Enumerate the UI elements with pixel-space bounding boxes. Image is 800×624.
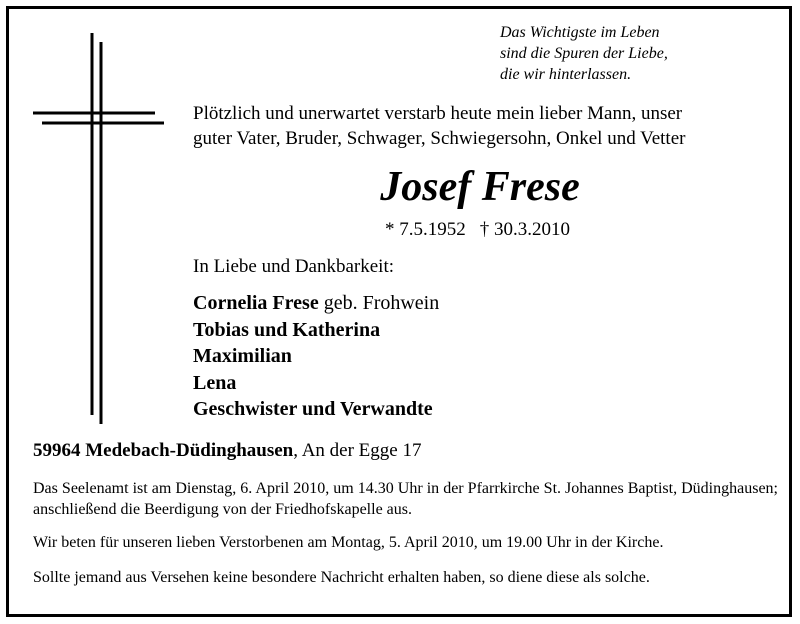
address <box>33 440 421 462</box>
maiden-name-note: geb. Frohwein <box>323 292 440 314</box>
mourners-list <box>193 290 439 423</box>
notice-disclaimer: Sollte jemand aus Versehen keine besondere Nachricht erhalten haben, so diene diese als solche. <box>33 569 650 586</box>
epitaph-quote <box>500 22 668 85</box>
mourner-name: Tobias und Katherina <box>193 318 381 341</box>
announcement-text <box>193 101 685 151</box>
list-item <box>193 343 439 370</box>
prayer-info: Wir beten für unseren lieben Verstorbenen am Montag, 5. April 2010, um 19.00 Uhr in der Kirche. <box>33 534 664 551</box>
list-item <box>193 396 439 423</box>
announcement-line: guter Vater, Bruder, Schwager, Schwiegersohn, Onkel und Vetter <box>193 128 686 149</box>
list-item <box>193 317 439 344</box>
mourner-name: Lena <box>193 371 237 394</box>
deceased-name: Josef Frese <box>380 164 580 210</box>
life-dates <box>385 219 570 241</box>
mourner-name: Maximilian <box>193 345 292 367</box>
address-street: , An der Egge 17 <box>293 440 422 461</box>
birth-date: * 7.5.1952 <box>385 219 466 240</box>
announcement-line: Plötzlich und unerwartet verstarb heute mein lieber Mann, unser <box>193 103 683 124</box>
mourner-name: Cornelia Frese <box>193 292 319 314</box>
address-city: 59964 Medebach-Düdinghausen <box>33 440 294 461</box>
list-item <box>193 290 439 317</box>
death-date: † 30.3.2010 <box>479 219 570 240</box>
quote-line: die wir hinterlassen. <box>500 66 632 83</box>
quote-line: sind die Spuren der Liebe, <box>500 45 668 62</box>
thanks-line: In Liebe und Dankbarkeit: <box>193 256 395 277</box>
mourner-name: Geschwister und Verwandte <box>193 398 433 420</box>
list-item <box>193 370 439 397</box>
quote-line: Das Wichtigste im Leben <box>500 24 660 41</box>
funeral-service-info: Das Seelenamt ist am Dienstag, 6. April 2010, um 14.30 Uhr in der Pfarrkirche St. Johannes Baptist, Düdinghausen; anschließend die Beerdigung von der Friedhofskapelle aus. <box>33 480 778 518</box>
